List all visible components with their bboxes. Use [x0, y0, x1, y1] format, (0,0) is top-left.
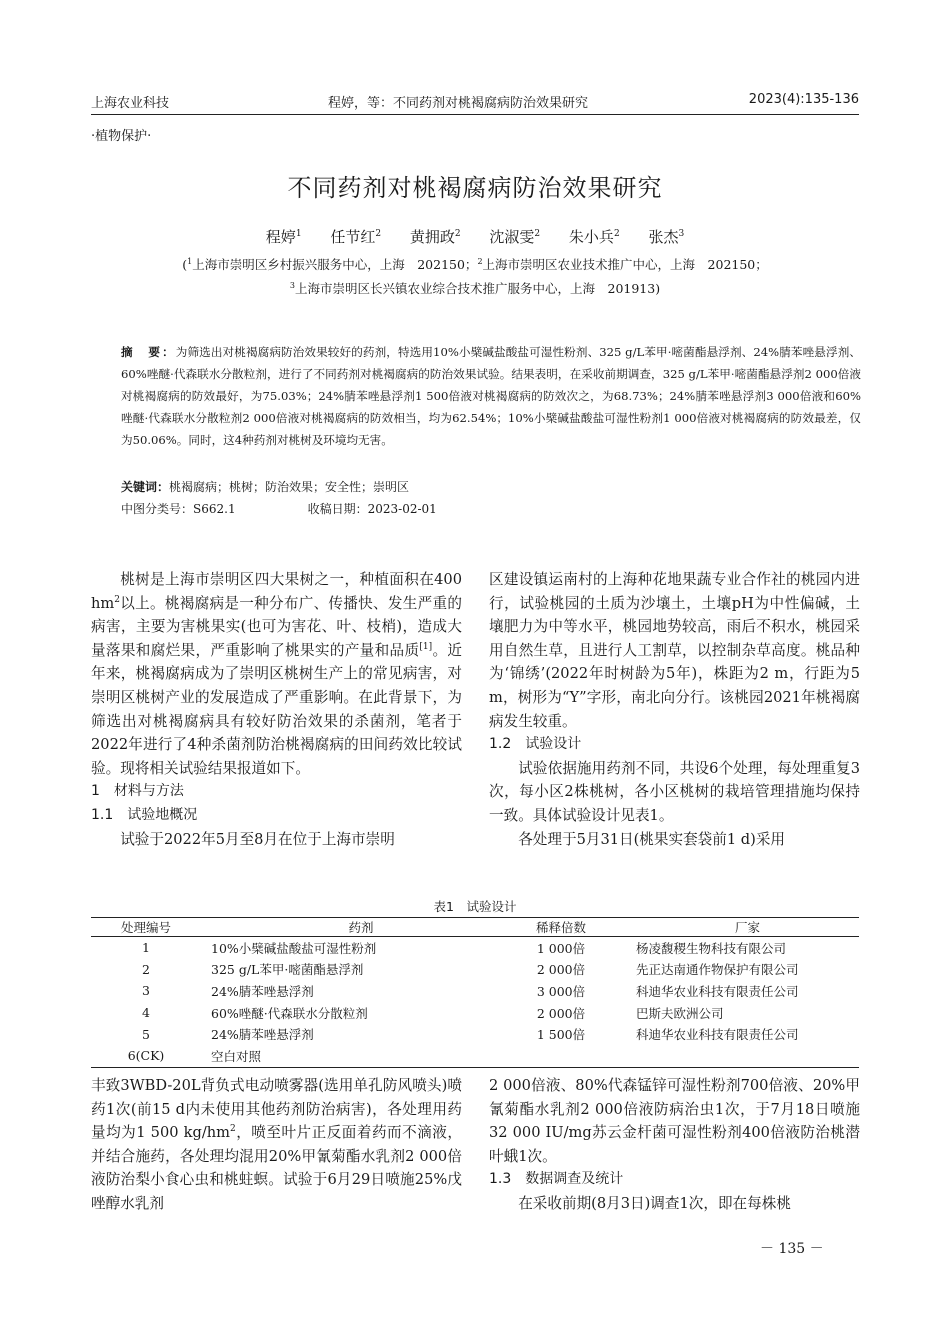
heading-1: 1 材料与方法: [91, 783, 184, 800]
table-cell: 3: [142, 983, 150, 999]
table-row: [91, 1045, 859, 1067]
abstract-text: 为筛选出对桃褐腐病防治效果较好的药剂，特选用10%小檗碱盐酸盐可湿性粉剂、325 g/L苯甲·嘧菌酯悬浮剂、24%腈苯唑悬浮剂、60%唑醚·代森联水分散粒剂，进行了不同药剂对桃褐腐病的防治效果试验。结果表明，在采收前期调查，325 g/L苯甲·嘧菌酯悬浮剂2 000倍液对桃褐腐病的防效最好，为75.03%；24%腈苯唑悬浮剂1 500倍液对桃褐腐病的防效次之，为68.73%；24%腈苯唑悬浮剂3 000倍液和60%唑醚·代森联水分散粒剂2 000倍液对桃褐腐病的防效相当，均为62.54%；10%小檗碱盐酸盐可湿性粉剂1 000倍液对桃褐腐病的防效最差，仅为50.06%。同时，这4种药剂对桃树及环境均无害。: [121, 345, 861, 447]
table-cell: 24%腈苯唑悬浮剂: [211, 1027, 314, 1043]
design-paragraph: 试验依据施用药剂不同，共设6个处理，每处理重复3次，每小区2株桃树，各小区桃树的栽培管理措施均保持一致。具体试验设计见表1。: [489, 759, 860, 824]
table-cell: 325 g/L苯甲·嘧菌酯悬浮剂: [211, 962, 364, 978]
table-1: [91, 917, 859, 1068]
table-cell: 空白对照: [201, 1045, 511, 1067]
journal-name: 上海农业科技: [91, 96, 170, 111]
affiliation-line-2: $^3$上海市崇明区长兴镇农业综合技术推广服务中心，上海 201913): [289, 280, 661, 296]
survey-paragraph-start: 在采收前期(8月3日)调查1次，即在每株桃: [518, 1194, 791, 1212]
heading-1-1: 1.1 试验地概况: [91, 806, 198, 823]
heading-1-3: 1.3 数据调查及统计: [489, 1171, 624, 1188]
affiliation-line-1: ($^1$上海市崇明区乡村振兴服务中心，上海 202150；$^2$上海市崇明区农业技术推广中心，上海 202150；: [182, 256, 768, 272]
citation: 2023(4):135-136: [748, 92, 859, 107]
table-cell: 24%腈苯唑悬浮剂: [211, 983, 314, 999]
author: 程婷$^1$: [265, 228, 302, 246]
table-cell: 5: [142, 1026, 150, 1042]
abstract: [121, 341, 861, 451]
table-cell: 1 000倍: [536, 940, 586, 956]
table-row: [91, 937, 859, 959]
table-row: [91, 1002, 859, 1024]
body-right-lower: [489, 1074, 860, 1216]
table-cell: [511, 1045, 611, 1067]
table-row: [91, 1023, 859, 1045]
author: 张杰$^3$: [648, 228, 685, 246]
author: 沈淑雯$^2$: [489, 228, 541, 246]
author: 黄拥政$^2$: [409, 228, 461, 246]
paper-title: 不同药剂对桃褐腐病防治效果研究: [287, 174, 663, 202]
table-cell: 科迪华农业科技有限责任公司: [636, 1027, 799, 1043]
body-right-upper: [489, 568, 860, 851]
table-row: [91, 959, 859, 981]
table-cell: 60%唑醚·代森联水分散粒剂: [211, 1005, 368, 1021]
body-left-upper: [91, 568, 462, 851]
table-cell: 4: [142, 1005, 150, 1021]
table-cell: 先正达南通作物保护有限公司: [636, 962, 799, 978]
header-rule: [91, 114, 859, 115]
running-title: 程婷，等：不同药剂对桃褐腐病防治效果研究: [328, 96, 589, 111]
table-cell: 1: [142, 940, 150, 956]
table-cell: [611, 1045, 859, 1067]
table-cell: 10%小檗碱盐酸盐可湿性粉剂: [211, 940, 377, 956]
spray-paragraph-cont: 丰致3WBD-20L背负式电动喷雾器(选用单孔防风喷头)喷药1次(前15 d内未使用其他药剂防治病害)，各处理用药量均为1 500 $kg/hm^2$，喷至叶片正反面着药而不滴液，并结合施药，各处理均混用20%甲氰菊酯水乳剂2 000倍液防治梨小食心虫和桃蛀螟。试验于6月29日喷施25%戊唑醇水乳剂: [91, 1077, 462, 1212]
classification-line: 中图分类号：S662.1 收稿日期：2023-02-01: [121, 502, 437, 516]
table-cell: 2 000倍: [536, 1005, 586, 1021]
keywords: 关键词：桃褐腐病；桃树；防治效果；安全性；崇明区: [121, 480, 410, 494]
author: 朱小兵$^2$: [568, 228, 620, 246]
table-cell: 1 500倍: [536, 1027, 586, 1043]
table-header: 处理编号: [91, 918, 201, 937]
site-paragraph-start: 试验于2022年5月至8月在位于上海市崇明: [120, 830, 395, 848]
table-1-title: 表1 试验设计: [433, 899, 517, 914]
table-header: 稀释倍数: [511, 918, 611, 937]
spray-paragraph-start: 各处理于5月31日(桃果实套袋前1 d)采用: [518, 830, 786, 848]
table-header-row: [91, 918, 859, 937]
intro-paragraph: 桃树是上海市崇明区四大果树之一，种植面积在400 $hm^2$以上。桃褐腐病是一种分布广、传播快、发生严重的病害，主要为害桃果实(也可为害花、叶、枝梢)，造成大量落果和腐烂果，严重影响了桃果实的产量和品质[1]。近年来，桃褐腐病成为了崇明区桃树生产上的常见病害，对崇明区桃树产业的发展造成了严重影响。在此背景下，为筛选出对桃褐腐病具有较好防治效果的杀菌剂，笔者于2022年进行了4种杀菌剂防治桃褐腐病的田间药效比较试验。现将相关试验结果报道如下。: [91, 571, 462, 777]
table-cell: 6(CK): [91, 1045, 201, 1067]
table-header: 药剂: [201, 918, 511, 937]
spray-paragraph-end: 2 000倍液、80%代森锰锌可湿性粉剂700倍液、20%甲氰菊酯水乳剂2 000倍液防病治虫1次，于7月18日喷施32 000 IU/mg苏云金杆菌可湿性粉剂400倍液防治桃潜叶蛾1次。: [489, 1077, 860, 1165]
abstract-label: 摘 要：: [121, 345, 176, 359]
table-cell: 2 000倍: [536, 962, 586, 978]
section-label: ·植物保护·: [91, 129, 152, 144]
table-cell: 3 000倍: [536, 983, 586, 999]
heading-1-2: 1.2 试验设计: [489, 736, 582, 753]
author-list: [0, 226, 950, 247]
author: 任节红$^2$: [330, 228, 382, 246]
table-cell: 2: [142, 961, 150, 977]
body-left-lower: [91, 1074, 462, 1216]
table-row: [91, 980, 859, 1002]
table-cell: 科迪华农业科技有限责任公司: [636, 983, 799, 999]
page-number: － 135 －: [760, 1241, 824, 1257]
table-cell: 巴斯夫欧洲公司: [636, 1005, 724, 1021]
table-cell: 杨凌馥稷生物科技有限公司: [636, 940, 787, 956]
table-header: 厂家: [611, 918, 859, 937]
running-header: [91, 92, 859, 112]
site-paragraph-cont: 区建设镇运南村的上海种花地果蔬专业合作社的桃园内进行，试验桃园的土质为沙壤土，土壤pH为中性偏碱，土壤肥力为中等水平，桃园地势较高，雨后不积水，桃园采用自然生草，且进行人工割草，以控制杂草高度。桃品种为‘锦绣’(2022年时树龄为5年)，株距为2 m，行距为5 m，树形为“Y”字形，南北向分行。该桃园2021年桃褐腐病发生较重。: [489, 571, 860, 730]
